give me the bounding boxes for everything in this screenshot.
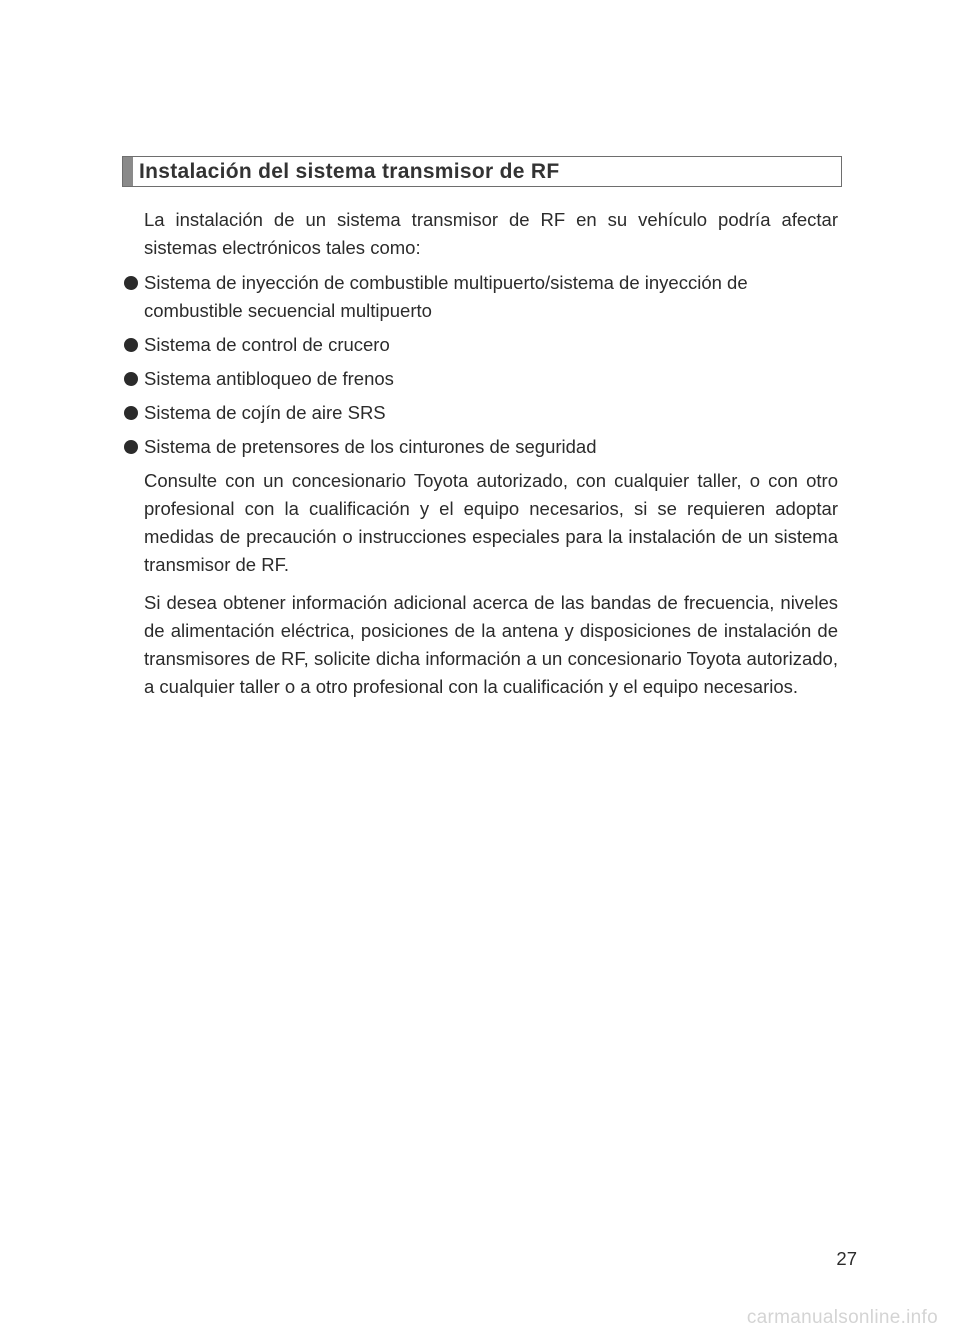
section-header-bar xyxy=(123,157,133,186)
list-item-text: Sistema de inyección de combustible multipuerto/sistema de inyección de combustible secuencial multipuerto xyxy=(144,272,748,321)
intro-paragraph: La instalación de un sistema transmisor de RF en su vehículo podría afectar sistemas electrónicos tales como: xyxy=(144,209,838,258)
bullet-dot-icon xyxy=(124,406,138,420)
watermark: carmanualsonline.info xyxy=(746,1307,938,1328)
list-item-text: Sistema de pretensores de los cinturones de seguridad xyxy=(144,436,597,457)
bullet-dot-icon xyxy=(124,276,138,290)
list-item xyxy=(124,269,838,325)
page-number: 27 xyxy=(836,1248,857,1269)
section-header xyxy=(122,156,842,187)
list-item xyxy=(124,433,838,461)
list-item xyxy=(124,331,838,359)
bullet-dot-icon xyxy=(124,338,138,352)
list-item xyxy=(124,365,838,393)
section-title: Instalación del sistema transmisor de RF xyxy=(139,159,560,183)
page-content xyxy=(144,206,838,708)
list-item xyxy=(124,399,838,427)
bullet-dot-icon xyxy=(124,372,138,386)
bullet-dot-icon xyxy=(124,440,138,454)
list-item-text: Sistema de control de crucero xyxy=(144,334,390,355)
list-item-text: Sistema de cojín de aire SRS xyxy=(144,402,386,423)
bullet-list xyxy=(124,269,838,461)
consult-paragraph: Consulte con un concesionario Toyota autorizado, con cualquier taller, o con otro profesional con la cualificación y el equipo necesarios, si se requieren adoptar medidas de precaución o instrucciones especiales para la instalación de un sistema transmisor de RF. xyxy=(144,470,838,575)
info-paragraph: Si desea obtener información adicional acerca de las bandas de frecuencia, niveles de alimentación eléctrica, posiciones de la antena y disposiciones de instalación de transmisores de RF, solicite dicha información a un concesionario Toyota autorizado, a cualquier taller o a otro profesional con la cualificación y el equipo necesarios. xyxy=(144,592,838,697)
list-item-text: Sistema antibloqueo de frenos xyxy=(144,368,394,389)
